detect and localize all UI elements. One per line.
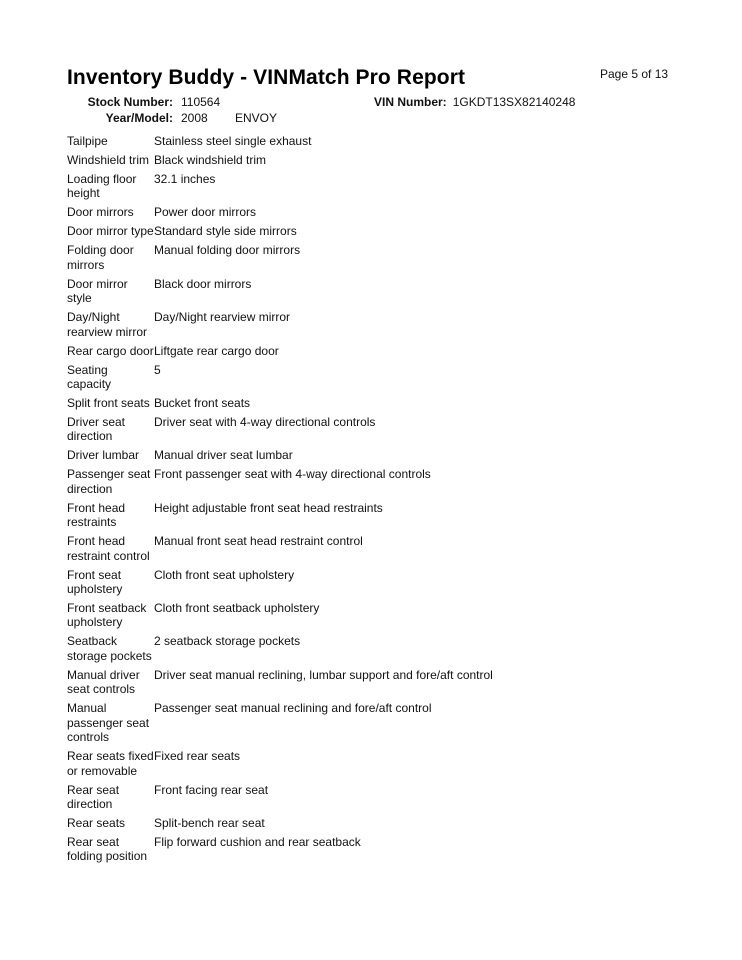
spec-value: Stainless steel single exhaust	[154, 134, 312, 148]
spec-value: Manual driver seat lumbar	[154, 448, 293, 463]
spec-name: Passenger seat direction	[67, 467, 151, 496]
spec-name: Seatback storage pockets	[67, 634, 152, 663]
spec-row	[67, 501, 707, 530]
spec-list	[67, 134, 707, 868]
spec-row	[67, 277, 707, 306]
spec-row	[67, 153, 707, 167]
spec-row	[67, 634, 707, 663]
spec-row	[67, 783, 707, 812]
vin-label: VIN Number:	[374, 95, 447, 109]
spec-name: Front seatback upholstery	[67, 601, 147, 630]
year-value: 2008	[181, 111, 208, 125]
spec-value: Fixed rear seats	[154, 749, 241, 764]
spec-row	[67, 601, 707, 630]
spec-row	[67, 224, 707, 238]
spec-row	[67, 134, 707, 148]
spec-row	[67, 415, 707, 444]
spec-value: 32.1 inches	[154, 172, 216, 186]
page-number: Page 5 of 13	[600, 67, 669, 81]
spec-row	[67, 448, 707, 462]
spec-row	[67, 534, 707, 563]
spec-name: Front seat upholstery	[67, 567, 123, 597]
spec-value: Black door mirrors	[154, 276, 252, 291]
spec-name: Driver lumbar	[67, 448, 140, 463]
spec-value: Height adjustable front seat head restraints	[154, 500, 383, 515]
spec-name: Folding door mirrors	[67, 243, 134, 272]
spec-value: Cloth front seatback upholstery	[154, 601, 320, 616]
year-model-row	[67, 111, 277, 125]
model-value: ENVOY	[235, 111, 278, 125]
spec-row	[67, 310, 707, 339]
year-model-label: Year/Model:	[105, 111, 173, 125]
spec-name: Day/Night rearview mirror	[67, 310, 148, 339]
spec-value: Cloth front seat upholstery	[154, 567, 295, 582]
spec-name: Windshield trim	[67, 153, 150, 167]
spec-name: Front head restraints	[67, 500, 126, 530]
spec-name: Seating capacity	[67, 362, 112, 392]
spec-row	[67, 668, 707, 697]
spec-name: Rear seat direction	[67, 782, 120, 811]
spec-row	[67, 396, 707, 410]
spec-row	[67, 816, 707, 830]
stock-number-label: Stock Number:	[87, 95, 173, 109]
spec-name: Rear seats fixed or removable	[67, 749, 154, 778]
stock-number-value: 110564	[181, 95, 221, 109]
spec-row	[67, 467, 707, 496]
spec-name: Tailpipe	[67, 134, 108, 148]
spec-name: Door mirrors	[67, 205, 134, 220]
spec-value: Power door mirrors	[154, 205, 257, 220]
spec-value: 2 seatback storage pockets	[154, 634, 301, 649]
spec-value: Driver seat with 4-way directional controls	[154, 415, 376, 430]
spec-row	[67, 344, 707, 358]
spec-name: Front head restraint control	[67, 534, 150, 563]
spec-value: Manual folding door mirrors	[154, 243, 301, 258]
spec-row	[67, 568, 707, 597]
spec-name: Rear seat folding position	[67, 834, 148, 864]
spec-name: Door mirror style	[67, 276, 128, 306]
spec-row	[67, 701, 707, 744]
spec-value: Passenger seat manual reclining and fore/aft control	[154, 701, 432, 716]
spec-name: Door mirror type	[67, 224, 154, 239]
spec-row	[67, 835, 707, 864]
spec-name: Rear seats	[67, 815, 126, 830]
spec-row	[67, 363, 707, 392]
spec-value: Driver seat manual reclining, lumbar support and fore/aft control	[154, 667, 493, 682]
spec-row	[67, 172, 707, 201]
vin-value: 1GKDT13SX82140248	[452, 95, 576, 109]
spec-name: Manual passenger seat controls	[67, 701, 150, 745]
spec-value: Front passenger seat with 4-way directional controls	[154, 467, 431, 482]
vin-row	[374, 95, 575, 109]
stock-number-row	[67, 95, 220, 109]
spec-value: Black windshield trim	[154, 153, 267, 167]
report-title: Inventory Buddy - VINMatch Pro Report	[67, 66, 466, 89]
spec-value: Standard style side mirrors	[154, 224, 297, 239]
spec-name: Driver seat direction	[67, 415, 126, 444]
spec-name: Loading floor height	[67, 172, 137, 201]
spec-name: Rear cargo door	[67, 343, 154, 358]
spec-name: Split front seats	[67, 396, 150, 411]
spec-value: Day/Night rearview mirror	[154, 310, 291, 325]
spec-value: Liftgate rear cargo door	[154, 343, 279, 358]
spec-row	[67, 205, 707, 219]
spec-value: Manual front seat head restraint control	[154, 534, 363, 549]
spec-row	[67, 749, 707, 778]
spec-row	[67, 243, 707, 272]
spec-value: Bucket front seats	[154, 396, 251, 411]
spec-value: Flip forward cushion and rear seatback	[154, 834, 361, 849]
spec-name: Manual driver seat controls	[67, 667, 140, 697]
spec-value: Front facing rear seat	[154, 782, 269, 797]
spec-value: 5	[154, 362, 161, 377]
spec-value: Split-bench rear seat	[154, 815, 265, 830]
